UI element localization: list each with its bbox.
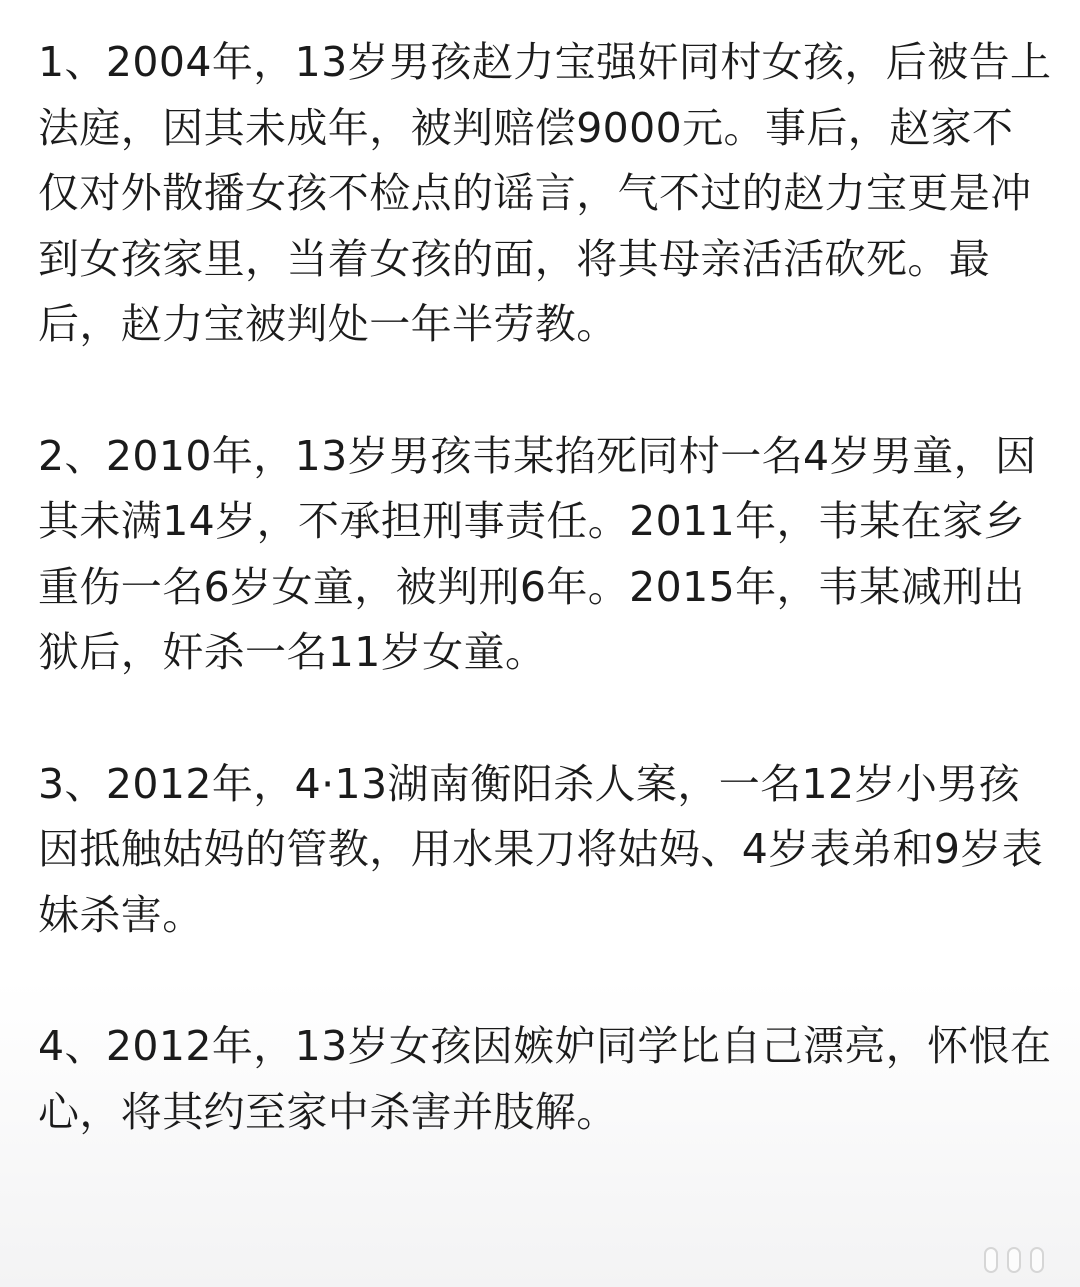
paragraph-1: 1、2004年，13岁男孩赵力宝强奸同村女孩，后被告上法庭，因其未成年，被判赔偿9000元。事后，赵家不仅对外散播女孩不检点的谣言，气不过的赵力宝更是冲到女孩家里，当着女孩的面，将其母亲活活砍死。最后，赵力宝被判处一年半劳教。 [38, 38, 1052, 348]
paragraph-3: 3、2012年，4·13湖南衡阳杀人案，一名12岁小男孩因抵触姑妈的管教，用水果刀将姑妈、4岁表弟和9岁表妹杀害。 [38, 759, 1044, 939]
watermark-bar-icon [1030, 1247, 1044, 1273]
paragraph-2: 2、2010年，13岁男孩韦某掐死同村一名4岁男童，因其未满14岁，不承担刑事责任。2011年，韦某在家乡重伤一名6岁女童，被判刑6年。2015年，韦某减刑出狱后，奸杀一名11岁女童。 [38, 431, 1037, 676]
watermark-bar-icon [1007, 1247, 1021, 1273]
article-body [38, 30, 1053, 1145]
watermark-bar-icon [984, 1247, 998, 1273]
paragraph-4: 4、2012年，13岁女孩因嫉妒同学比自己漂亮，怀恨在心，将其约至家中杀害并肢解。 [38, 1022, 1052, 1136]
watermark-logo [958, 1243, 1070, 1277]
